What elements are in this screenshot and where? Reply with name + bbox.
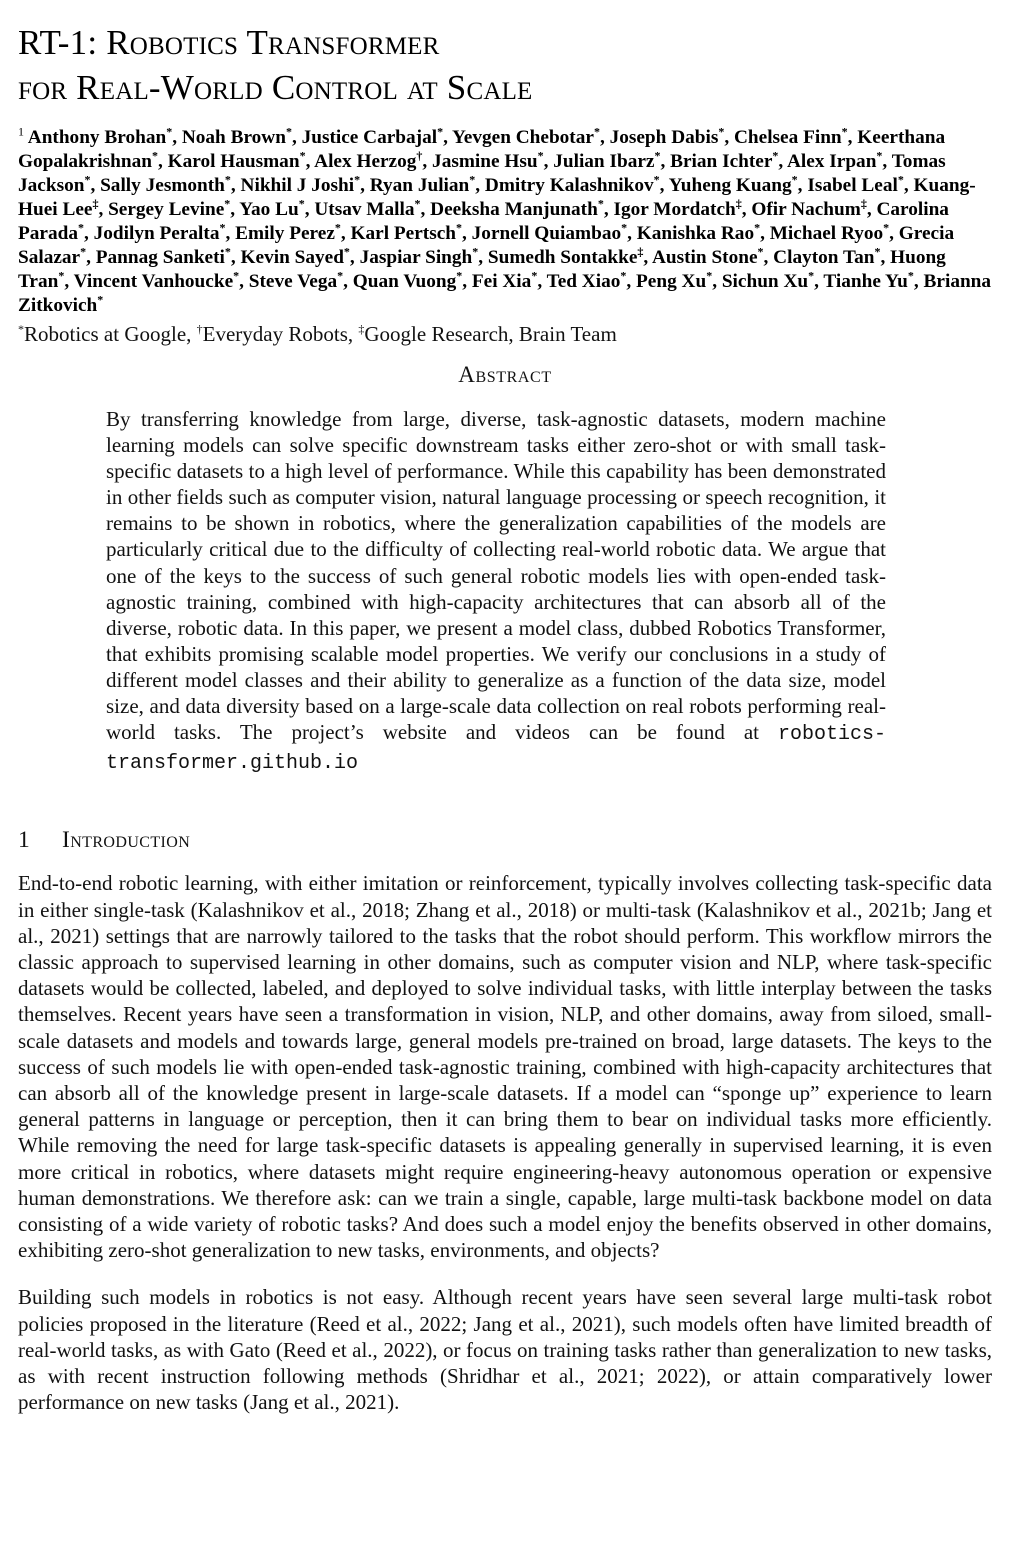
author-affiliation-mark: * [718, 124, 725, 139]
author-name: Sichun Xu [721, 271, 809, 292]
author [430, 196, 604, 220]
section-title: Introduction [62, 827, 191, 854]
author-name: Chelsea Finn [733, 127, 842, 148]
author-name: Quan Vuong [352, 271, 457, 292]
author-name: Anthony Brohan [27, 127, 167, 148]
author-affiliation-mark: ‡ [735, 196, 742, 211]
author-name: Brian Ichter [670, 151, 773, 172]
author-affiliation-mark: * [414, 196, 421, 211]
author [452, 124, 600, 148]
author-name: Huong Tran [18, 247, 946, 292]
affiliations [18, 321, 992, 347]
author-affiliation-mark: * [907, 268, 914, 283]
author-affiliation-mark: † [416, 148, 423, 163]
section-heading-introduction [18, 826, 992, 854]
author-name: Utsav Malla [314, 199, 415, 220]
author-affiliation-mark: * [285, 124, 292, 139]
author-affiliation-mark: * [58, 268, 65, 283]
author [471, 220, 628, 244]
author-affiliation-mark: ‡ [92, 196, 99, 211]
author-name: Sumedh Sontakke [487, 247, 638, 268]
author-affiliation-mark: * [224, 172, 231, 187]
author-affiliation-mark: * [456, 268, 463, 283]
author-affiliation-mark: * [531, 268, 538, 283]
author-name: Nikhil J Joshi [240, 175, 355, 196]
author [484, 172, 660, 196]
author-name: Karl Pertsch [350, 223, 457, 244]
author-affiliation-mark: * [456, 220, 463, 235]
author-name: Jasmine Hsu [432, 151, 538, 172]
author-affiliation-mark: * [224, 244, 231, 259]
author-affiliation-mark: * [841, 124, 848, 139]
author [108, 196, 231, 220]
author-name: Ofir Nachum [751, 199, 861, 220]
author [609, 124, 725, 148]
author [651, 244, 764, 268]
author-name: Carolina Parada [18, 199, 949, 244]
author-name: Isabel Leal [807, 175, 898, 196]
author-affiliation-mark: * [593, 124, 600, 139]
section-number: 1 [18, 827, 31, 854]
author-affiliation-mark: * [772, 148, 779, 163]
author-affiliation-mark: * [219, 220, 226, 235]
author-affiliation-mark: * [337, 268, 344, 283]
author [314, 148, 423, 172]
author [95, 244, 231, 268]
author-affiliation-mark: * [298, 196, 305, 211]
abstract-text: By transferring knowledge from large, diverse, task-agnostic datasets, modern machine learning models can solve specific downstream tasks either zero-shot or with small task-specific datasets to a high level of performance. While this capability has been demonstrated in other fields such as computer vision, natural language processing or speech recognition, it remains to be shown in robotics, where the generalization capabilities of the models are particularly critical due to the difficulty of collecting real-world robotic data. We argue that one of the keys to the success of such general robotic models lies with open-ended task-agnostic training, combined with high-capacity architectures that can absorb all of the diverse, robotic data. In this paper, we present a model class, dubbed Robotics Transformer, that exhibits promising scalable model properties. We verify our conclusions in a study of different model classes and their ability to generalize as a function of the data size, model size, and data diversity based on a large-scale data collection on real robots performing real-world tasks. The project’s website and videos can be found at [106, 407, 886, 745]
author [613, 196, 742, 220]
author-name: Yevgen Chebotar [452, 127, 594, 148]
author [181, 124, 292, 148]
author [432, 148, 544, 172]
author-name: Alex Irpan [786, 151, 877, 172]
author-affiliation-mark: * [754, 220, 761, 235]
author [751, 196, 867, 220]
author-affiliation-mark: * [757, 244, 764, 259]
affiliation [18, 322, 197, 346]
author [359, 244, 479, 268]
author-affiliation-mark: * [224, 196, 231, 211]
author-name: Grecia Salazar [18, 223, 955, 268]
author-affiliation-mark: * [883, 220, 890, 235]
author-affiliation-mark: * [791, 172, 798, 187]
author-affiliation-mark: * [151, 148, 158, 163]
author-affiliation-mark: * [897, 172, 904, 187]
author-affiliation-mark: * [166, 124, 173, 139]
intro-paragraph-1: End-to-end robotic learning, with either imitation or reinforcement, typically involves collecting task-specific data in either single-task (Kalashnikov et al., 2018; Zhang et al., 2018) or multi-task (Kalashnikov et al., 2021b; Jang et al., 2021) settings that are narrowly tailored to the tasks that the robot should perform. This workflow mirrors the classic approach to supervised learning in other domains, such as computer vision and NLP, where task-specific datasets would be collected, labeled, and deployed to solve individual tasks, with little interplay between the tasks themselves. Recent years have seen a transformation in vision, NLP, and other domains, away from siloed, small-scale datasets and models and towards large, general models pre-trained on broad, large datasets. The keys to the success of such models lie with open-ended task-agnostic training, combined with high-capacity architectures that can absorb all of the knowledge present in large-scale datasets. If a model can “sponge up” experience to learn general patterns in language or perception, then it can bring them to bear on individual tasks more efficiently. While removing the need for large task-specific datasets is appealing generally in supervised learning, it is even more critical in robotics, where datasets might require engineering-heavy autonomous operation or expensive human demonstrations. We therefore ask: can we train a single, capable, large multi-task backbone model on data consisting of a wide variety of robotic tasks? And does such a model enjoy the benefits observed in other domains, exhibiting zero-shot generalization to new tasks, environments, and objects? [18, 871, 992, 1263]
author-affiliation-mark: * [80, 244, 87, 259]
author [27, 124, 173, 148]
paper-title [18, 20, 992, 110]
author-name: Igor Mordatch [613, 199, 736, 220]
affiliation-mark: ‡ [358, 322, 365, 336]
author [636, 268, 713, 292]
author-name: Jaspiar Singh [359, 247, 473, 268]
author-name: Joseph Dabis [609, 127, 719, 148]
author-name: Pannag Sanketi [95, 247, 225, 268]
author-name: Noah Brown [181, 127, 286, 148]
affiliation [358, 322, 616, 346]
author-name: Ryan Julian [369, 175, 470, 196]
author-affiliation-mark: * [597, 196, 604, 211]
author [786, 148, 883, 172]
title-line-1: RT-1: Robotics Transformer [18, 23, 440, 62]
author-name: Kevin Sayed [240, 247, 344, 268]
author-name: Dmitry Kalashnikov [484, 175, 654, 196]
author-name: Kuang-Huei Lee [18, 175, 976, 220]
author-name: Fei Xia [471, 271, 532, 292]
author [240, 172, 361, 196]
author-affiliation-mark: * [621, 220, 628, 235]
author-name: Sergey Levine [108, 199, 225, 220]
author-affiliation-mark: * [620, 268, 627, 283]
author-affiliation-mark: ‡ [860, 196, 867, 211]
author-affiliation-mark: * [299, 148, 306, 163]
author-affiliation-mark: * [653, 172, 660, 187]
affiliation-text: Robotics at Google, [24, 322, 197, 346]
author-name: Yuheng Kuang [668, 175, 792, 196]
project-url[interactable]: robotics-transformer.github.io [106, 723, 886, 776]
author [235, 220, 341, 244]
author [301, 124, 444, 148]
author-affiliation-mark: ‡ [637, 244, 644, 259]
author [314, 196, 421, 220]
author [769, 220, 890, 244]
author-name: Brianna Zitkovich [18, 271, 992, 316]
author [352, 268, 463, 292]
author [248, 268, 344, 292]
author-affiliation-mark: * [654, 148, 661, 163]
author-lead-superscript: 1 [18, 124, 24, 139]
author-affiliation-mark: * [77, 220, 84, 235]
author-name: Jodilyn Peralta [93, 223, 220, 244]
author-name: Peng Xu [636, 271, 707, 292]
author [369, 172, 476, 196]
author-list: $^1$ Anthony Brohan*, Noah Brown*, Justice Carbajal*, Yevgen Chebotar*, Joseph Dabis*, Chelsea Finn*, Keerthana Gopalakrishnan*, Karol Hausman*, Alex Herzog†, Jasmine Hsu*, Julian Ibarz*, Brian Ichter*, Alex Irpan*, Tomas Jackson*, Sally Jesmonth*, Nikhil J Joshi*, Ryan Julian*, Dmitry Kalashnikov*, Yuheng Kuang*, Isabel Leal*, Kuang-Huei Lee‡, Sergey Levine*, Yao Lu*, Utsav Malla*, Deeksha Manjunath*, Igor Mordatch‡, Ofir Nachum‡, Carolina Parada*, Jodilyn Peralta*, Emily Perez*, Karl Pertsch*, Jornell Quiambao*, Kanishka Rao*, Michael Ryoo*, Grecia Salazar*, Pannag Sanketi*, Kevin Sayed*, Jaspiar Singh*, Sumedh Sontakke‡, Austin Stone*, Clayton Tan*, Huong Tran*, Vincent Vanhoucke*, Steve Vega*, Quan Vuong*, Fei Xia*, Ted Xiao*, Peng Xu*, Sichun Xu*, Tianhe Yu*, Brianna Zitkovich* [18, 124, 992, 316]
author-affiliation-mark: * [808, 268, 815, 283]
author [471, 268, 538, 292]
affiliation [197, 322, 359, 346]
affiliation-text: Everyday Robots, [202, 322, 359, 346]
author-name: Jornell Quiambao [471, 223, 622, 244]
abstract-body [106, 406, 886, 777]
author-name: Yao Lu [239, 199, 299, 220]
author-affiliation-mark: * [706, 268, 713, 283]
affiliation-text: Google Research, Brain Team [364, 322, 617, 346]
author-affiliation-mark: * [876, 148, 883, 163]
author [167, 148, 306, 172]
author-name: Alex Herzog [314, 151, 417, 172]
author-affiliation-mark: * [472, 244, 479, 259]
affiliation-mark: † [196, 322, 203, 336]
author [553, 148, 661, 172]
author-affiliation-mark: * [874, 244, 881, 259]
author [670, 148, 779, 172]
author [487, 244, 644, 268]
author-name: Vincent Vanhoucke [73, 271, 234, 292]
author [73, 268, 240, 292]
author-affiliation-mark: * [97, 292, 104, 307]
author [239, 196, 305, 220]
author-name: Deeksha Manjunath [430, 199, 598, 220]
author [807, 172, 904, 196]
author-name: Ted Xiao [546, 271, 621, 292]
abstract-heading: Abstract [458, 362, 552, 387]
author-name: Tianhe Yu [823, 271, 908, 292]
author-name: Steve Vega [248, 271, 338, 292]
affiliation-mark: * [18, 322, 24, 336]
author [100, 172, 231, 196]
author-name: Michael Ryoo [769, 223, 884, 244]
author-name: Clayton Tan [773, 247, 875, 268]
author-affiliation-mark: * [84, 172, 91, 187]
author-name: Karol Hausman [167, 151, 300, 172]
author-name: Justice Carbajal [301, 127, 438, 148]
author [668, 172, 798, 196]
author [350, 220, 463, 244]
author-name: Tomas Jackson [18, 151, 946, 196]
intro-paragraph-2: Building such models in robotics is not easy. Although recent years have seen several large multi-task robot policies proposed in the literature (Reed et al., 2022; Jang et al., 2021), such models often have limited breadth of real-world tasks, as with Gato (Reed et al., 2022), or focus on training tasks rather than generalization to new tasks, as with recent instruction following methods (Shridhar et al., 2021; 2022), or attain comparatively lower performance on new tasks (Jang et al., 2021). [18, 1285, 992, 1415]
author-name: Julian Ibarz [553, 151, 655, 172]
author [636, 220, 761, 244]
author-name: Sally Jesmonth [100, 175, 225, 196]
author [240, 244, 350, 268]
author [733, 124, 848, 148]
author [823, 268, 914, 292]
author-affiliation-mark: * [354, 172, 361, 187]
author-name: Emily Perez [235, 223, 335, 244]
author-affiliation-mark: * [343, 244, 350, 259]
author-affiliation-mark: * [537, 148, 544, 163]
author-name: Keerthana Gopalakrishnan [18, 127, 946, 172]
author [773, 244, 881, 268]
author [546, 268, 627, 292]
author-name: Kanishka Rao [636, 223, 755, 244]
author-affiliation-mark: * [233, 268, 240, 283]
author-name: Austin Stone [651, 247, 758, 268]
author [721, 268, 815, 292]
title-line-2: for Real-World Control at Scale [18, 68, 533, 107]
author [93, 220, 226, 244]
author-affiliation-mark: * [437, 124, 444, 139]
author-affiliation-mark: * [334, 220, 341, 235]
author-affiliation-mark: * [469, 172, 476, 187]
